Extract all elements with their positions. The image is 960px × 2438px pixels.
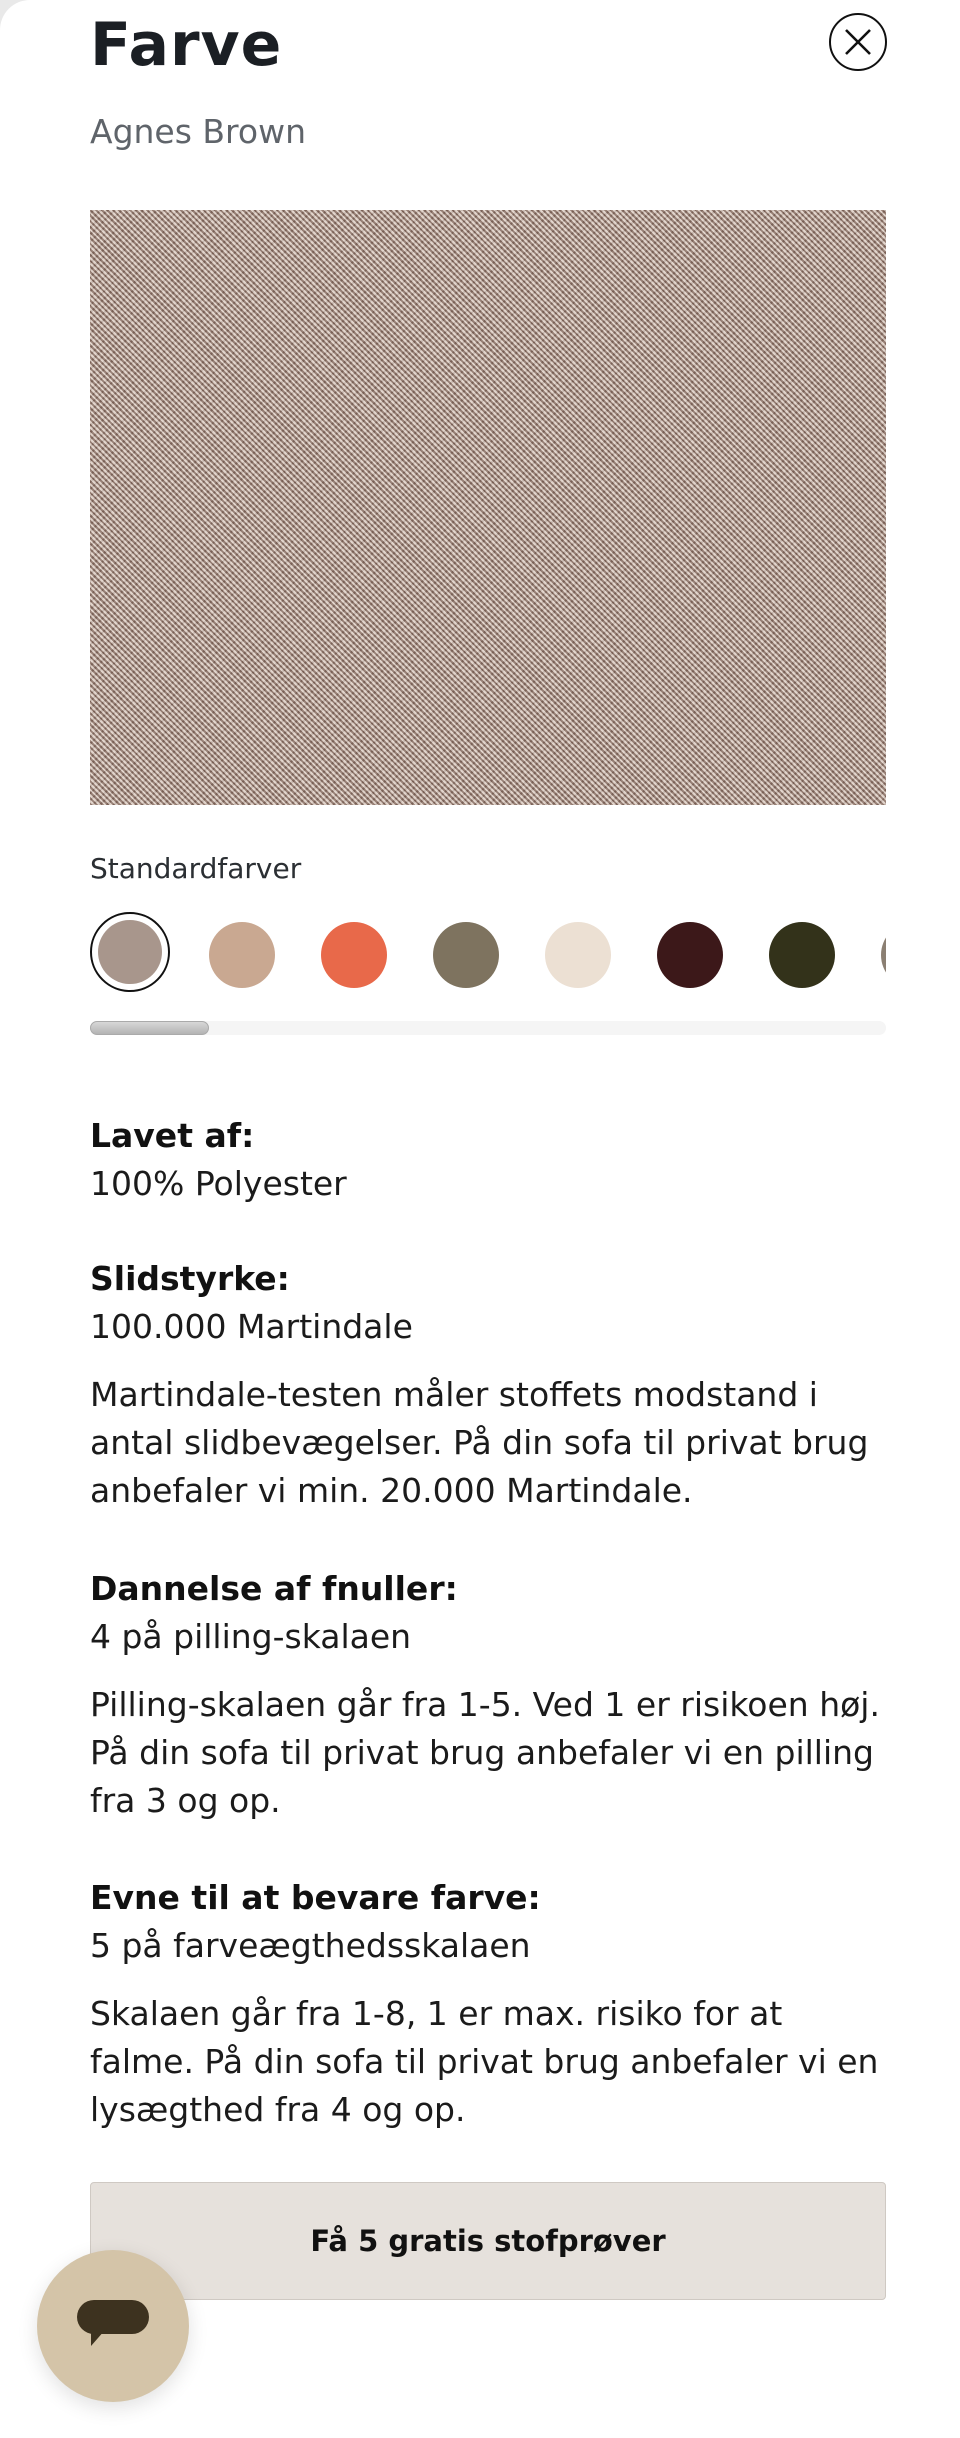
- close-button[interactable]: [829, 13, 887, 71]
- spec-durability: [90, 1255, 886, 1515]
- spec-pilling: [90, 1565, 886, 1825]
- color-swatch[interactable]: [545, 922, 611, 988]
- spec-description: Pilling-skalaen går fra 1-5. Ved 1 er risikoen høj. På din sofa til privat brug anbefaler vi en pilling fra 3 og op.: [90, 1685, 880, 1820]
- free-samples-button[interactable]: Få 5 gratis stofprøver: [90, 2182, 886, 2300]
- spec-value: 100.000 Martindale: [90, 1307, 413, 1346]
- color-swatch[interactable]: [209, 922, 275, 988]
- spec-material: [90, 1112, 886, 1208]
- spec-heading: Dannelse af fnuller:: [90, 1569, 458, 1608]
- spec-heading: Evne til at bevare farve:: [90, 1878, 541, 1917]
- close-x-icon: [841, 25, 875, 59]
- spec-value: 4 på pilling-skalaen: [90, 1617, 412, 1656]
- scrollbar-thumb[interactable]: [90, 1021, 209, 1035]
- color-swatch[interactable]: [657, 922, 723, 988]
- panel-title: Farve: [90, 10, 283, 80]
- color-swatch[interactable]: [433, 922, 499, 988]
- color-swatch[interactable]: [769, 922, 835, 988]
- color-swatch-fill: [98, 920, 162, 984]
- chat-button[interactable]: [37, 2250, 189, 2402]
- color-scrollbar[interactable]: [90, 1021, 886, 1035]
- spec-colorfastness: [90, 1874, 886, 2134]
- spec-value: 100% Polyester: [90, 1164, 347, 1203]
- spec-heading: Lavet af:: [90, 1116, 255, 1155]
- color-swatch[interactable]: [321, 922, 387, 988]
- fabric-name: Agnes Brown: [90, 112, 306, 151]
- chat-bubble-icon: [73, 2294, 153, 2358]
- fabric-preview-image: [90, 210, 886, 805]
- spec-heading: Slidstyrke:: [90, 1259, 290, 1298]
- color-swatch[interactable]: [90, 912, 170, 992]
- color-swatch-list: [90, 912, 886, 998]
- color-swatch[interactable]: [881, 922, 886, 988]
- spec-description: Martindale-testen måler stoffets modstand i antal slidbevægelser. På din sofa til privat brug anbefaler vi min. 20.000 Martindale.: [90, 1375, 869, 1510]
- spec-description: Skalaen går fra 1-8, 1 er max. risiko for at falme. På din sofa til privat brug anbefaler vi en lysægthed fra 4 og op.: [90, 1994, 879, 2129]
- spec-value: 5 på farveægthedsskalaen: [90, 1926, 531, 1965]
- standard-colors-label: Standardfarver: [90, 852, 302, 885]
